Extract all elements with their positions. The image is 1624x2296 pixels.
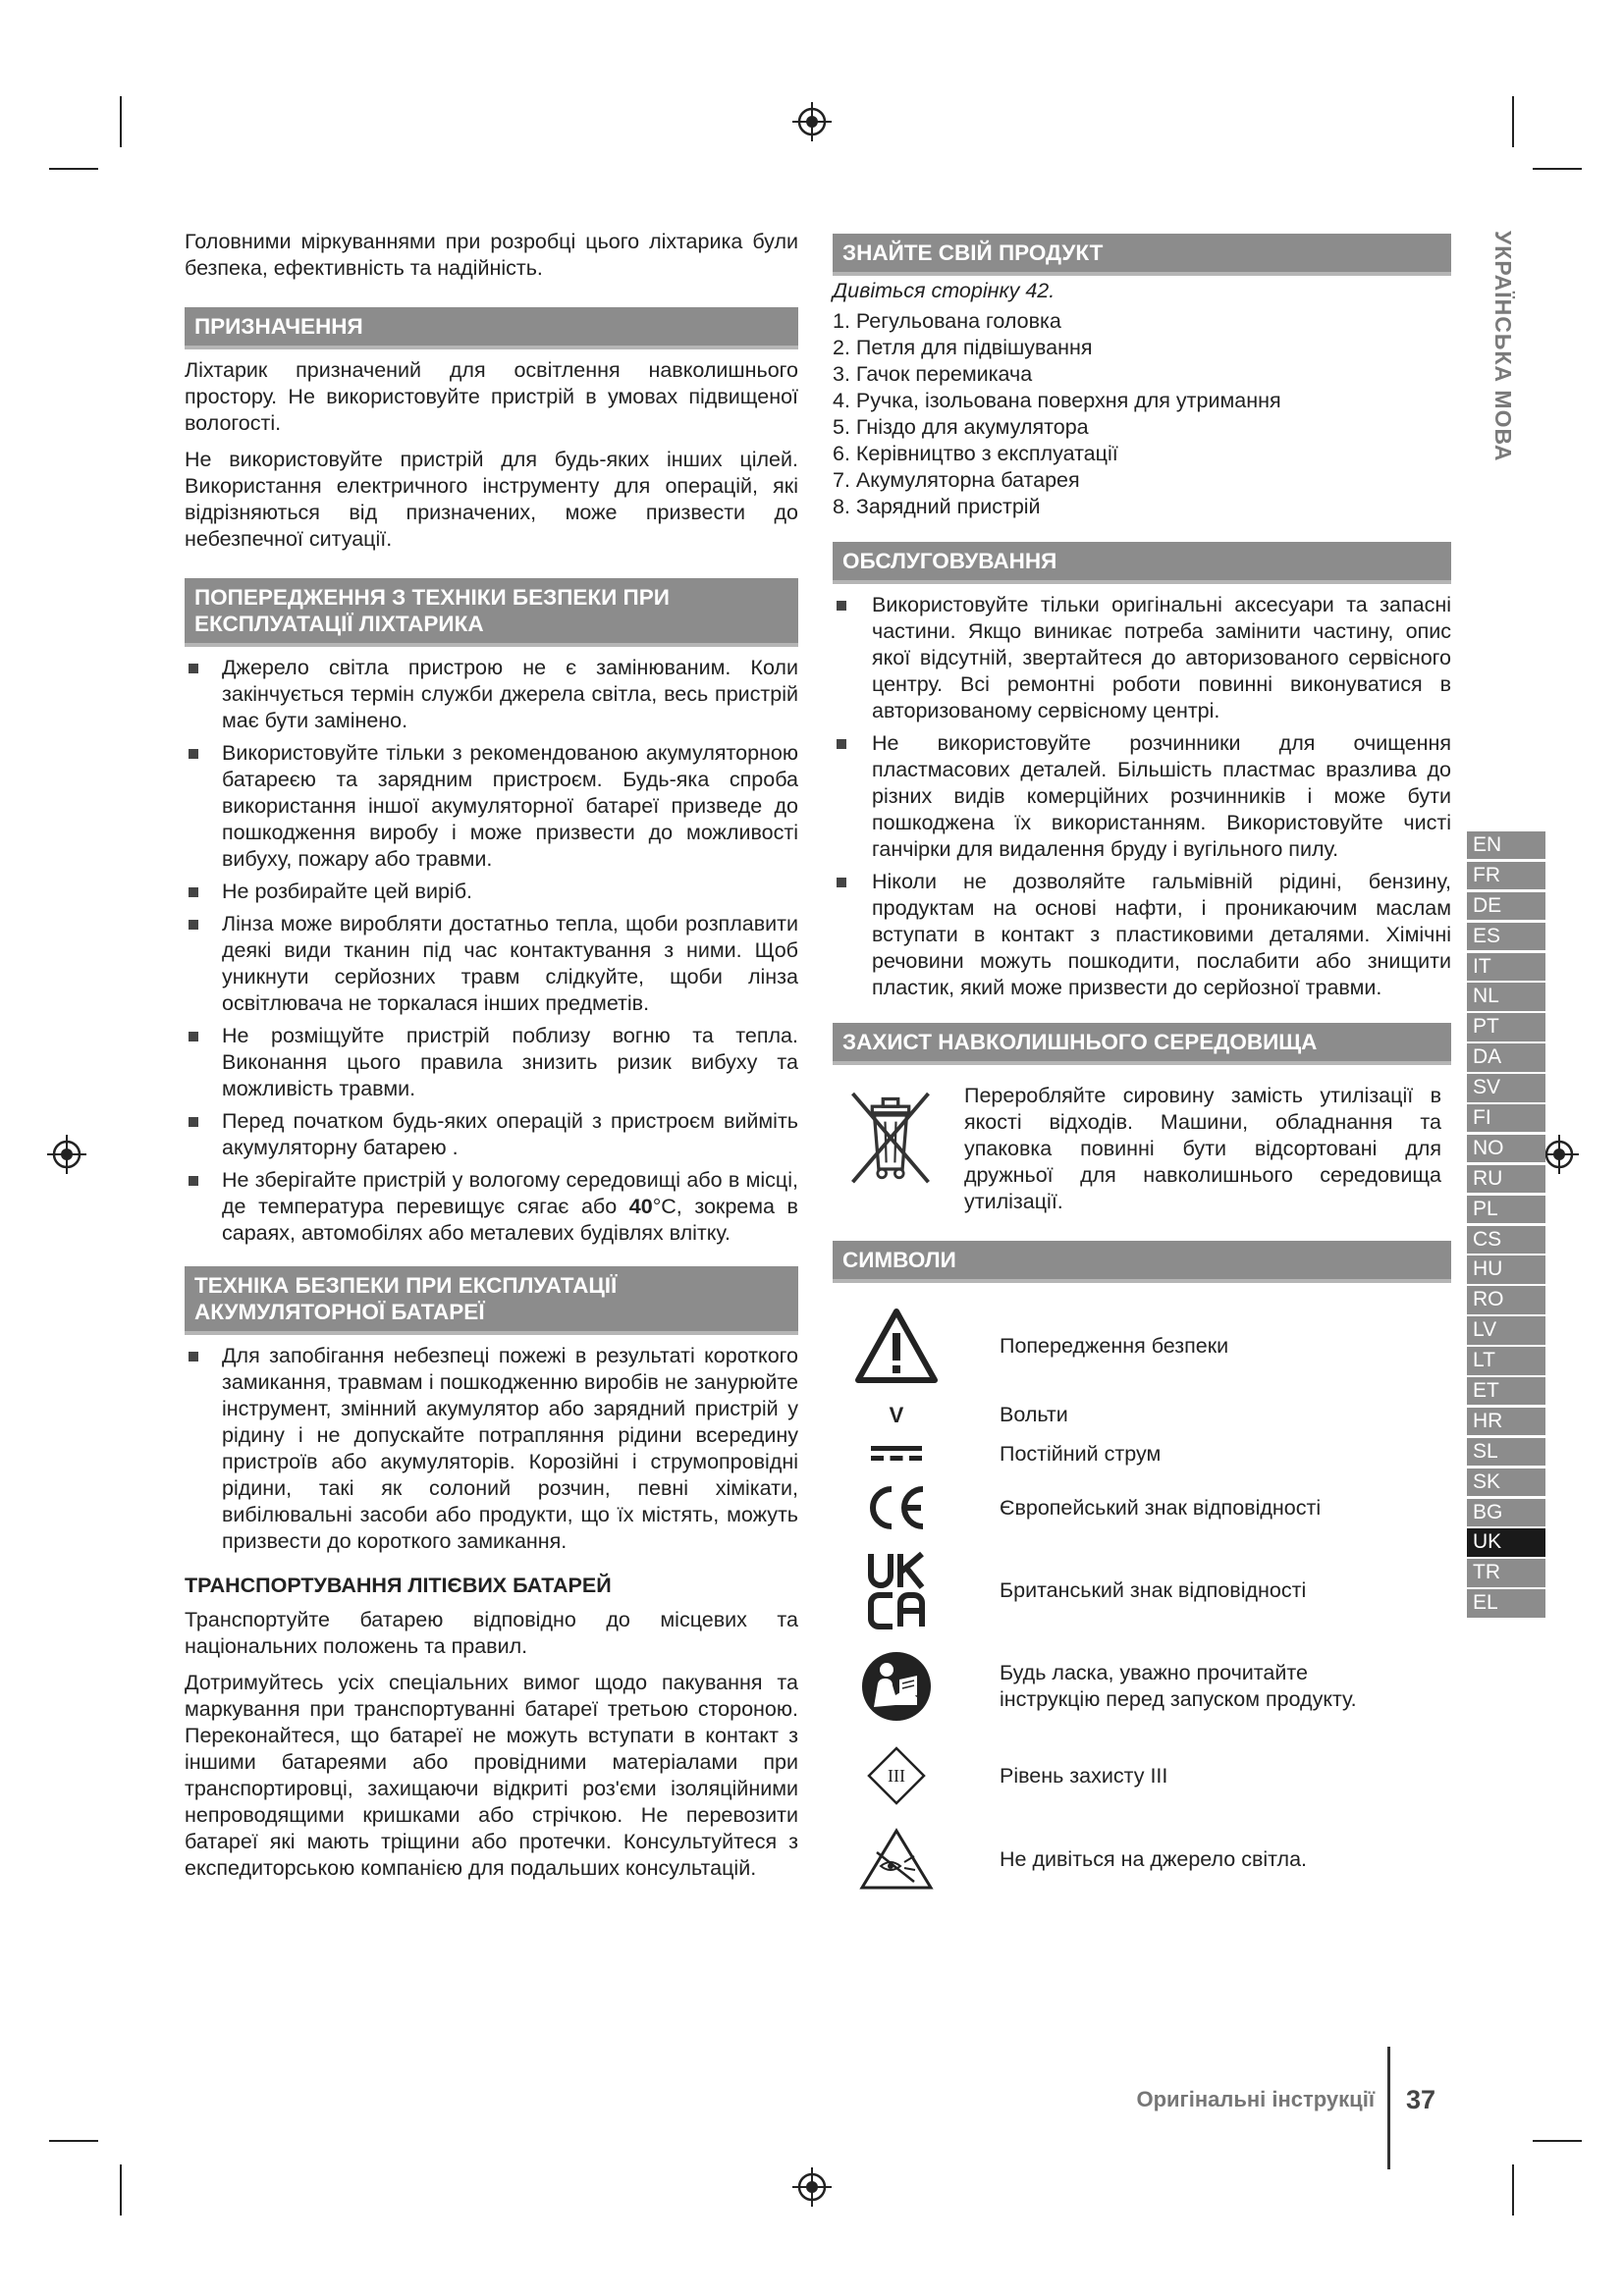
trim-mark xyxy=(1533,168,1582,170)
list-item-text: Ніколи не дозволяйте гальмівній рідині, бензину, продуктам на основі нафти, і проникаючим маслам вступати в контакт з пластиковими деталями. Хімічні речовини можуть пошкодити, послабити або знищити пластик, який може призвести до серйозної травми. xyxy=(872,870,1451,999)
bullet-icon xyxy=(189,920,198,930)
list-item xyxy=(833,592,1451,724)
section-heading-environment: ЗАХИСТ НАВКОЛИШНЬОГО СЕРЕДОВИЩА xyxy=(833,1023,1451,1065)
language-tab[interactable]: ES xyxy=(1467,923,1545,950)
language-tab[interactable]: RO xyxy=(1467,1286,1545,1313)
footer-divider xyxy=(1387,2047,1390,2169)
bullet-icon xyxy=(189,664,198,673)
purpose-paragraph: Ліхтарик призначений для освітлення навколишнього простору. Не використовуйте пристрій в умовах підвищеної вологості. xyxy=(185,358,798,435)
section-heading-symbols: СИМВОЛИ xyxy=(833,1241,1451,1283)
transport-paragraph: Дотримуйтесь усіх спеціальних вимог щодо пакування та маркування при транспортуванні батареї третьою стороною. Переконайтеся, що батареї не можуть вступати в контакт з іншими батареями або провідними матеріалами при транспортировці, захищаючи відкриті роз'єми ізоляційними непроводящими кришками або стрічкою. Не перевозити батареї які мають тріщини або протечки. Консультуйтеся з експедиторською компанією для подальших консультацій. xyxy=(185,1671,798,1880)
language-tab[interactable]: DE xyxy=(1467,892,1545,920)
temperature-value: 40 xyxy=(628,1195,653,1218)
list-item-text: Не використовуйте розчинники для очищення пластмасових деталей. Більшість пластмас вразлива до різних видів комерційних розчинників і може бути пошкоджена їх використанням. Використовуйте чисті ганчірки для видалення бруду і вугільного пилу. xyxy=(872,731,1451,861)
list-item-text: Джерело світла пристрою не є замінюваним. Коли закінчується термін служби джерела світла, весь пристрій має бути замінено. xyxy=(222,656,798,732)
registration-mark-icon xyxy=(47,1135,86,1174)
bullet-icon xyxy=(189,1176,198,1186)
language-side-title: УКРАЇНСЬКА МОВА xyxy=(1490,231,1516,462)
registration-mark-icon xyxy=(792,2167,832,2207)
list-item xyxy=(185,911,798,1017)
read-manual-icon xyxy=(860,1650,933,1723)
list-item-text: Перед початком будь-яких операцій з пристроєм вийміть акумуляторну батарею . xyxy=(222,1109,798,1159)
trim-mark xyxy=(120,2164,122,2216)
language-tab-active[interactable]: UK xyxy=(1467,1528,1545,1556)
list-item: 5. Гніздо для акумулятора xyxy=(833,415,1089,439)
page-number: 37 xyxy=(1406,2085,1436,2114)
language-tab[interactable]: PL xyxy=(1467,1196,1545,1223)
environment-text: Переробляйте сировину замість утилізації в якості відходів. Машини, обладнання та упаковка повинні бути відсортовані для дружньої для навколишнього середовища утилізації. xyxy=(964,1084,1441,1213)
right-column xyxy=(833,234,1451,1901)
section-heading-purpose: ПРИЗНАЧЕННЯ xyxy=(185,307,798,349)
bullet-icon xyxy=(189,887,198,897)
list-item: 2. Петля для підвішування xyxy=(833,336,1093,359)
symbol-description: Попередження безпеки xyxy=(1000,1333,1229,1358)
symbol-row xyxy=(833,1817,1451,1901)
symbol-description: Рівень захисту III xyxy=(1000,1763,1168,1788)
list-item-text: Використовуйте тільки з рекомендованою акумуляторною батареєю та зарядним пристроєм. Будь-яка спроба використання іншої акумуляторної батареї призведе до пошкодження виробу і може призвести до можливості вибуху, пожару або травми. xyxy=(222,741,798,871)
language-tab[interactable]: NO xyxy=(1467,1135,1545,1162)
section-heading-battery-safety: ТЕХНІКА БЕЗПЕКИ ПРИ ЕКСПЛУАТАЦІЇ АКУМУЛЯТОРНОЇ БАТАРЕЇ xyxy=(185,1266,798,1335)
language-tab[interactable]: SV xyxy=(1467,1074,1545,1101)
symbol-row xyxy=(833,1638,1451,1735)
crossed-bin-icon xyxy=(837,1083,945,1191)
list-item xyxy=(185,655,798,734)
symbol-row xyxy=(833,1473,1451,1542)
left-column xyxy=(185,229,798,1892)
direct-current-icon xyxy=(871,1444,922,1464)
ukca-mark-icon xyxy=(867,1550,926,1630)
safety-list xyxy=(185,655,798,1247)
environment-block xyxy=(833,1083,1451,1215)
class-iii-icon xyxy=(866,1745,927,1806)
bullet-icon xyxy=(837,601,846,611)
see-page-reference: Дивіться сторінку 42. xyxy=(833,279,1056,302)
symbol-description: Постійний струм xyxy=(1000,1441,1162,1466)
language-tab[interactable]: EN xyxy=(1467,831,1545,859)
bullet-icon xyxy=(189,1352,198,1362)
ce-mark-icon xyxy=(862,1483,931,1532)
symbol-description: Вольти xyxy=(1000,1402,1068,1426)
bullet-icon xyxy=(189,1117,198,1127)
registration-mark-icon xyxy=(792,102,832,141)
registration-mark-icon xyxy=(1540,1135,1579,1174)
language-tab[interactable]: LT xyxy=(1467,1347,1545,1374)
list-item xyxy=(185,1023,798,1102)
trim-mark xyxy=(1512,2164,1514,2216)
symbol-description: Європейський знак відповідності xyxy=(1000,1495,1322,1520)
list-item: 7. Акумуляторна батарея xyxy=(833,468,1080,492)
footer-label: Оригінальні інструкції xyxy=(1136,2087,1375,2111)
symbol-row xyxy=(833,1542,1451,1638)
list-item-text: Не розміщуйте пристрій поблизу вогню та тепла. Виконання цього правила знизить ризик вибуху та можливість травми. xyxy=(222,1024,798,1100)
trim-mark xyxy=(49,168,98,170)
language-tab[interactable]: CS xyxy=(1467,1226,1545,1254)
trim-mark xyxy=(120,96,122,147)
list-item: 8. Зарядний пристрій xyxy=(833,495,1041,518)
language-tab[interactable]: RU xyxy=(1467,1165,1545,1193)
bullet-icon xyxy=(189,749,198,759)
language-tab[interactable]: NL xyxy=(1467,983,1545,1010)
maintenance-list xyxy=(833,592,1451,1001)
language-tab[interactable]: FR xyxy=(1467,862,1545,889)
bullet-icon xyxy=(189,1032,198,1041)
list-item-text: Лінза може виробляти достатньо тепла, щоби розплавити деякі види тканин під час контактування з ними. Щоб уникнути серйозних травм слідкуйте, щоби лінза освітлювача не торкалася інших предметів. xyxy=(222,912,798,1015)
product-parts-list xyxy=(833,308,1451,520)
list-item xyxy=(185,879,798,905)
list-item xyxy=(185,1343,798,1555)
language-tab[interactable]: PT xyxy=(1467,1013,1545,1041)
section-heading-safety: ПОПЕРЕДЖЕННЯ З ТЕХНІКИ БЕЗПЕКИ ПРИ ЕКСПЛУАТАЦІЇ ЛІХТАРИКА xyxy=(185,578,798,647)
trim-mark xyxy=(49,2140,98,2142)
warning-triangle-icon xyxy=(854,1308,939,1384)
language-tab[interactable]: BG xyxy=(1467,1499,1545,1526)
list-item: 1. Регульована головка xyxy=(833,309,1061,333)
symbol-row xyxy=(833,1303,1451,1389)
symbol-description: Британський знак відповідності xyxy=(1000,1577,1307,1602)
section-heading-maintenance: ОБСЛУГОВУВАННЯ xyxy=(833,542,1451,584)
language-tab[interactable]: TR xyxy=(1467,1559,1545,1586)
transport-heading: ТРАНСПОРТУВАННЯ ЛІТІЄВИХ БАТАРЕЙ xyxy=(185,1574,612,1597)
transport-paragraph: Транспортуйте батарею відповідно до місцевих та національних положень та правил. xyxy=(185,1608,798,1658)
list-item xyxy=(833,730,1451,863)
list-item-text: Використовуйте тільки оригінальні аксесуари та запасні частини. Якщо виникає потреба замінити частину, опис якої відсутній, звертайтеся до авторизованого сервісного центру. Всі ремонтні роботи повинні виконуватися в авторизованому сервісному центрі. xyxy=(872,593,1451,722)
list-item: 4. Ручка, ізольована поверхня для утримання xyxy=(833,389,1281,412)
language-tab[interactable]: EL xyxy=(1467,1589,1545,1617)
symbol-row xyxy=(833,1395,1451,1434)
trim-mark xyxy=(1533,2140,1582,2142)
language-tab[interactable]: ET xyxy=(1467,1377,1545,1405)
list-item xyxy=(185,1167,798,1247)
section-heading-find-product: ЗНАЙТЕ СВІЙ ПРОДУКТ xyxy=(833,234,1451,276)
symbol-row xyxy=(833,1434,1451,1473)
purpose-paragraph: Не використовуйте пристрій для будь-яких інших цілей. Використання електричного інструменту для операцій, які відрізняються від призначених, може призвести до небезпечної ситуації. xyxy=(185,448,798,551)
bullet-icon xyxy=(837,878,846,887)
language-tab[interactable]: LV xyxy=(1467,1316,1545,1344)
language-tab[interactable]: HU xyxy=(1467,1255,1545,1283)
language-tab[interactable]: IT xyxy=(1467,953,1545,981)
svg-text:III: III xyxy=(888,1766,905,1786)
volts-icon: V xyxy=(889,1402,904,1427)
language-tab[interactable]: SK xyxy=(1467,1468,1545,1496)
symbol-row xyxy=(833,1735,1451,1817)
language-tab[interactable]: HR xyxy=(1467,1408,1545,1435)
symbol-description: Не дивіться на джерело світла. xyxy=(1000,1846,1308,1871)
intro-paragraph: Головними міркуваннями при розробці цього ліхтарика були безпека, ефективність та надійність. xyxy=(185,230,798,280)
list-item xyxy=(185,740,798,873)
list-item xyxy=(185,1108,798,1161)
language-tab[interactable]: FI xyxy=(1467,1104,1545,1132)
bullet-icon xyxy=(837,739,846,749)
list-item-text: Для запобігання небезпеці пожежі в результаті короткого замикання, травмам і пошкодженню виробів не занурюйте інструмент, змінний акумулятор або зарядний пристрій у рідину і не допускайте потрапляння рідини всередину пристроїв або акумуляторів. Корозійні і струмопровідні рідини, такі як солоний розчин, певні хімікати, вибілювальні засоби або продукти, що їх містять, можуть призвести до короткого замикання. xyxy=(222,1344,798,1553)
trim-mark xyxy=(1512,96,1514,147)
battery-safety-list xyxy=(185,1343,798,1555)
language-tab[interactable]: DA xyxy=(1467,1043,1545,1071)
list-item: 6. Керівництво з експлуатації xyxy=(833,442,1118,465)
symbol-description: Будь ласка, уважно прочитайте інструкцію перед запуском продукту. xyxy=(1000,1661,1357,1711)
language-tab[interactable]: SL xyxy=(1467,1438,1545,1466)
list-item-text: Не розбирайте цей виріб. xyxy=(222,880,472,903)
list-item xyxy=(833,869,1451,1001)
list-item-text: Не зберігайте пристрій у вологому середовищі або в місці, де температура перевищує сягає або 40°C, зокрема в сараях, автомобілях або металевих будівлях влітку. xyxy=(222,1168,798,1245)
do-not-stare-icon xyxy=(859,1827,934,1892)
language-tabs xyxy=(1467,831,1545,1620)
list-item: 3. Гачок перемикача xyxy=(833,362,1033,386)
